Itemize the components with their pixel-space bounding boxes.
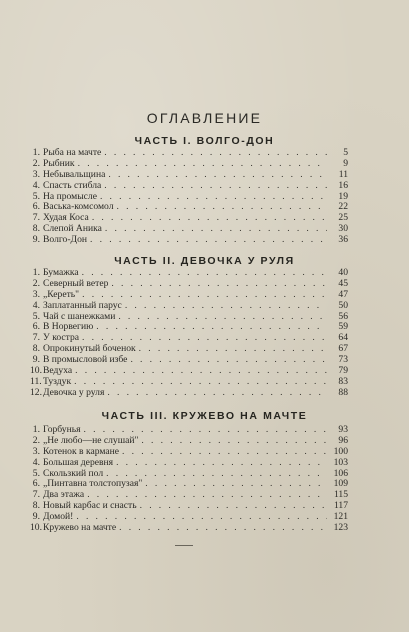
entry-page: 79	[338, 365, 348, 377]
leader-dots	[111, 279, 327, 290]
entry-number: 10.	[30, 522, 42, 534]
entry-title: Худая Коса	[43, 212, 89, 224]
entry-number: 7.	[32, 489, 40, 501]
entry-number: 2.	[32, 157, 40, 169]
toc-entry	[30, 148, 348, 159]
entry-title: Большая деревня	[43, 456, 114, 468]
leader-dots	[90, 235, 327, 246]
entry-page: 106	[333, 467, 348, 479]
entry-title: Рыбник	[43, 157, 75, 169]
entry-page: 100	[333, 445, 348, 457]
entry-page: 88	[338, 386, 348, 398]
toc-section-2	[30, 268, 348, 399]
entry-number: 5.	[32, 467, 40, 479]
part-heading-1: ЧАСТЬ I. ВОЛГО-ДОН	[134, 135, 275, 147]
entry-page: 83	[338, 375, 348, 387]
leader-dots	[117, 202, 327, 213]
part-heading-3: ЧАСТЬ III. КРУЖЕВО НА МАЧТЕ	[101, 410, 308, 422]
entry-page: 25	[338, 212, 348, 224]
entry-title: Рыба на мачте	[43, 147, 102, 158]
leader-dots	[130, 355, 327, 366]
entry-page: 30	[338, 223, 348, 235]
entry-number: 5.	[32, 190, 40, 202]
entry-number: 9.	[32, 234, 40, 246]
entry-number: 10.	[30, 365, 42, 377]
leader-dots	[145, 479, 327, 490]
leader-dots	[119, 523, 327, 534]
toc-entry	[30, 388, 348, 399]
entry-number: 4.	[32, 456, 40, 468]
entry-page: 123	[333, 522, 348, 534]
entry-title: Спасть стибла	[43, 179, 102, 191]
entry-number: 6.	[32, 478, 40, 490]
entry-number: 3.	[32, 445, 40, 457]
entry-number: 9.	[32, 511, 40, 523]
entry-title: Северный ветер	[43, 277, 109, 289]
toc-entry	[30, 458, 348, 469]
entry-page: 11	[338, 168, 348, 180]
entry-page: 109	[333, 478, 348, 490]
entry-page: 93	[338, 424, 348, 435]
entry-page: 50	[338, 299, 348, 311]
entry-page: 73	[338, 354, 348, 366]
entry-page: 59	[338, 321, 348, 333]
entry-number: 4.	[32, 299, 40, 311]
entry-title: Опрокинутый боченок	[43, 343, 136, 355]
entry-title: Два этажа	[43, 489, 85, 501]
entry-title: Девочка у руля	[43, 386, 105, 398]
leader-dots	[100, 192, 327, 203]
entry-page: 9	[343, 157, 348, 169]
entry-page: 64	[338, 332, 348, 344]
leader-dots	[141, 436, 327, 447]
entry-page: 36	[338, 234, 348, 246]
entry-number: 3.	[32, 288, 40, 300]
entry-number: 9.	[32, 354, 40, 366]
leader-dots	[104, 181, 327, 192]
part-heading-2: ЧАСТЬ II. ДЕВОЧКА У РУЛЯ	[114, 255, 295, 267]
entry-title: Заплатанный парус	[43, 299, 122, 311]
entry-number: 6.	[32, 321, 40, 333]
toc-entry	[30, 235, 348, 246]
entry-title: Ведуха	[43, 365, 73, 377]
entry-number: 2.	[32, 434, 40, 446]
entry-title: „Пинтавна толстопузая"	[43, 478, 143, 490]
entry-title: На промысле	[43, 190, 97, 202]
entry-page: 45	[338, 277, 348, 289]
entry-page: 121	[333, 511, 348, 523]
entry-page: 117	[333, 500, 348, 512]
toc-entry	[30, 355, 348, 366]
entry-number: 5.	[32, 310, 40, 322]
entry-number: 6.	[32, 201, 40, 213]
entry-number: 1.	[32, 267, 40, 278]
toc-entry	[30, 523, 348, 534]
entry-title: Небывальщина	[43, 168, 106, 180]
entry-title: Бумажка	[43, 267, 79, 278]
entry-number: 7.	[32, 332, 40, 344]
leader-dots	[107, 388, 327, 399]
entry-title: „Не любо—не слушай"	[43, 434, 139, 446]
entry-number: 1.	[32, 424, 40, 435]
toc-section-3	[30, 425, 348, 534]
entry-title: Слепой Аника	[43, 223, 102, 235]
entry-title: Кружево на мачте	[43, 522, 117, 534]
entry-page: 19	[338, 190, 348, 202]
entry-page: 67	[338, 343, 348, 355]
leader-dots	[74, 377, 327, 388]
leader-dots	[82, 268, 327, 279]
entry-page: 40	[338, 267, 348, 278]
entry-title: Туздук	[43, 375, 72, 387]
entry-number: 3.	[32, 168, 40, 180]
entry-title: Горбунья	[43, 424, 81, 435]
entry-title: В Норвегию	[43, 321, 94, 333]
entry-number: 11.	[30, 375, 42, 387]
leader-dots	[118, 312, 327, 323]
entry-page: 16	[338, 179, 348, 191]
leader-dots	[116, 458, 327, 469]
leader-dots	[125, 301, 327, 312]
entry-title: У костра	[43, 332, 80, 344]
entry-page: 47	[338, 288, 348, 300]
entry-page: 115	[333, 489, 348, 501]
leader-dots	[78, 159, 327, 170]
entry-title: Волго-Дон	[43, 234, 88, 246]
entry-title: Новый карбас и снасть	[43, 500, 137, 512]
entry-number: 8.	[32, 343, 40, 355]
entry-number: 4.	[32, 179, 40, 191]
entry-number: 8.	[32, 223, 40, 235]
toc-entry	[30, 181, 348, 192]
entry-number: 7.	[32, 212, 40, 224]
leader-dots	[108, 170, 327, 181]
leader-dots	[122, 447, 327, 458]
entry-title: Котенок в кармане	[43, 445, 120, 457]
leader-dots	[140, 501, 327, 512]
entry-page: 103	[333, 456, 348, 468]
leader-dots	[105, 224, 327, 235]
toc-section-1	[30, 148, 348, 246]
leader-dots	[139, 344, 327, 355]
entry-title: Скользкий пол	[43, 467, 104, 479]
entry-title: „Кереть"	[43, 288, 80, 300]
entry-number: 2.	[32, 277, 40, 289]
entry-page: 96	[338, 434, 348, 446]
entry-page: 5	[343, 147, 348, 158]
toc-entry	[30, 301, 348, 312]
entry-title: Васька-комсомол	[43, 201, 114, 213]
entry-number: 1.	[32, 147, 40, 158]
leader-dots	[104, 148, 327, 159]
leader-dots	[96, 322, 327, 333]
toc-entry	[30, 501, 348, 512]
entry-page: 22	[338, 201, 348, 213]
end-rule	[175, 545, 193, 546]
entry-title: В промысловой избе	[43, 354, 128, 366]
entry-page: 56	[338, 310, 348, 322]
toc-entry	[30, 366, 348, 377]
page-title: ОГЛАВЛЕНИЕ	[146, 110, 263, 126]
entry-number: 8.	[32, 500, 40, 512]
entry-title: Чай с шанежками	[43, 310, 116, 322]
leader-dots	[92, 213, 327, 224]
leader-dots	[75, 366, 327, 377]
entry-title: Домой!	[43, 511, 74, 523]
entry-number: 12.	[30, 386, 42, 398]
